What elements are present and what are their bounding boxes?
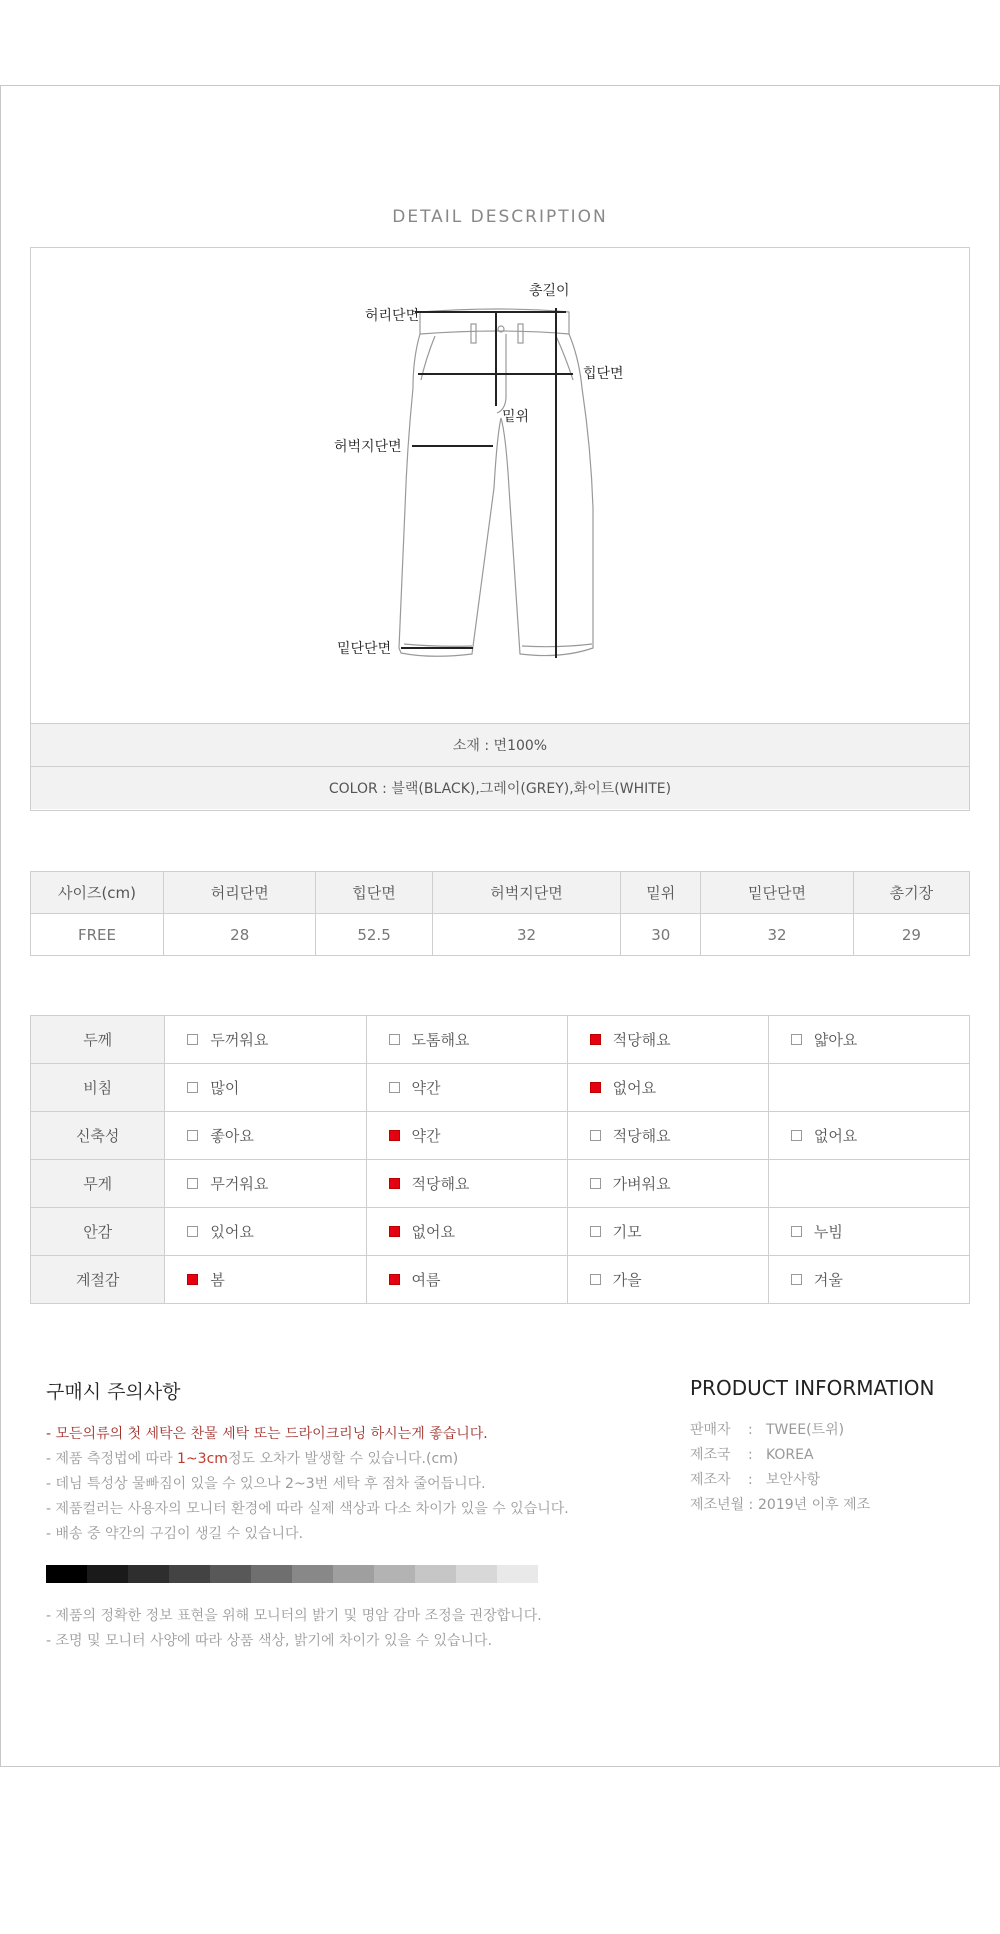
table-row [31, 1208, 970, 1256]
size-cell: 29 [853, 914, 969, 956]
size-cell: 30 [621, 914, 701, 956]
size-header-cell: 밑위 [621, 872, 701, 914]
table-row [31, 1160, 970, 1208]
checked-box-icon [389, 1130, 400, 1141]
gray-swatch [374, 1565, 415, 1583]
size-cell: 32 [432, 914, 621, 956]
purchase-notice-title: 구매시 주의사항 [46, 1381, 181, 1403]
product-info-separator: : [748, 1472, 753, 1488]
checkbox-icon [187, 1082, 198, 1093]
attribute-option-label: 없어요 [612, 1079, 657, 1097]
attribute-option-label: 무거워요 [210, 1175, 269, 1193]
gray-swatch [87, 1565, 128, 1583]
size-cell: 28 [164, 914, 316, 956]
attribute-option-label: 가을 [612, 1271, 642, 1289]
label-rise: 밑위 [502, 409, 530, 425]
belt-loop [471, 324, 476, 343]
attribute-label: 계절감 [31, 1256, 165, 1304]
attribute-option [366, 1256, 567, 1304]
attribute-option [165, 1112, 366, 1160]
checkbox-icon [590, 1226, 601, 1237]
attribute-option [366, 1016, 567, 1064]
checkbox-icon [590, 1178, 601, 1189]
attribute-option [567, 1112, 768, 1160]
belt-loop [518, 324, 523, 343]
left-hem-seam [404, 644, 472, 646]
size-cell: 32 [701, 914, 853, 956]
size-header-cell: 허벅지단면 [432, 872, 621, 914]
table-row [31, 1112, 970, 1160]
checked-box-icon [590, 1034, 601, 1045]
attribute-option-label: 여름 [411, 1271, 441, 1289]
checkbox-icon [187, 1178, 198, 1189]
checkbox-icon [590, 1274, 601, 1285]
checkbox-icon [187, 1226, 198, 1237]
attribute-option-label: 봄 [210, 1271, 225, 1289]
checkbox-icon [791, 1034, 802, 1045]
attribute-option [165, 1160, 366, 1208]
product-info-separator: : [748, 1422, 753, 1438]
attribute-label: 신축성 [31, 1112, 165, 1160]
label-hem: 밑단단면 [337, 641, 392, 657]
attribute-option [366, 1064, 567, 1112]
attribute-option [366, 1112, 567, 1160]
attribute-option [567, 1064, 768, 1112]
attribute-option-label: 적당해요 [612, 1127, 671, 1145]
size-table [30, 871, 970, 956]
product-info-value: KOREA [766, 1447, 814, 1463]
attribute-option-label: 없어요 [813, 1127, 858, 1145]
attribute-option-label: 가벼워요 [612, 1175, 671, 1193]
size-table-header [31, 872, 970, 914]
attribute-label: 비침 [31, 1064, 165, 1112]
table-row [31, 914, 970, 956]
attribute-option [165, 1016, 366, 1064]
size-cell: FREE [31, 914, 164, 956]
monitor-gray-scale [46, 1565, 538, 1583]
product-info-key: 제조국 [690, 1447, 731, 1463]
product-info-key: 판매자 [690, 1422, 731, 1438]
attribute-option [567, 1160, 768, 1208]
product-info-value: 2019년 이후 제조 [758, 1497, 871, 1513]
attribute-option-label: 있어요 [210, 1223, 254, 1241]
product-info-key: 제조자 [690, 1472, 731, 1488]
gray-swatch [415, 1565, 456, 1583]
attribute-option-label: 약간 [411, 1079, 441, 1097]
attribute-option-label: 누빔 [813, 1223, 843, 1241]
list-item-text: - 제품 측정법에 따라 [46, 1451, 178, 1467]
size-header-cell: 허리단면 [164, 872, 316, 914]
checkbox-icon [791, 1274, 802, 1285]
detail-description-box [30, 247, 970, 811]
size-cell: 52.5 [316, 914, 432, 956]
color-text: COLOR : 블랙(BLACK),그레이(GREY),화이트(WHITE) [328, 781, 672, 797]
checked-box-icon [389, 1226, 400, 1237]
right-leg-outline [501, 334, 593, 656]
attribute-option-label: 없어요 [411, 1223, 455, 1241]
attribute-option [768, 1016, 969, 1064]
gray-swatch [251, 1565, 292, 1583]
list-item: - 모든의류의 첫 세탁은 찬물 세탁 또는 드라이크리닝 하시는게 좋습니다. [46, 1426, 488, 1442]
checkbox-icon [791, 1130, 802, 1141]
list-item [46, 1447, 569, 1472]
gray-swatch [210, 1565, 251, 1583]
attribute-option-label: 좋아요 [210, 1127, 254, 1145]
gray-swatch [292, 1565, 333, 1583]
gray-swatch [333, 1565, 374, 1583]
product-info-value: 보안사항 [766, 1472, 821, 1488]
monitor-calibration-notes [46, 1604, 542, 1654]
attribute-option-label: 얇아요 [813, 1031, 858, 1049]
checked-box-icon [389, 1178, 400, 1189]
gray-swatch [456, 1565, 497, 1583]
attribute-label: 무게 [31, 1160, 165, 1208]
table-row [31, 1016, 970, 1064]
attribute-label: 두께 [31, 1016, 165, 1064]
attribute-option [165, 1256, 366, 1304]
checkbox-icon [187, 1130, 198, 1141]
table-row [31, 1256, 970, 1304]
gray-swatch [497, 1565, 538, 1583]
attribute-label: 안감 [31, 1208, 165, 1256]
attribute-option [366, 1160, 567, 1208]
attribute-option-label: 적당해요 [612, 1031, 671, 1049]
attribute-option [567, 1256, 768, 1304]
attribute-option [567, 1208, 768, 1256]
list-item [690, 1443, 870, 1468]
attribute-option [366, 1208, 567, 1256]
material-row [31, 723, 969, 766]
label-hip: 힙단면 [583, 366, 624, 382]
attribute-option-label: 많이 [210, 1079, 240, 1097]
product-info-value: TWEE(트위) [766, 1422, 845, 1438]
attribute-option-label: 기모 [612, 1223, 642, 1241]
pants-measurement-diagram [31, 248, 969, 723]
attribute-option-label: 약간 [411, 1127, 441, 1145]
size-header-cell: 밑단단면 [701, 872, 853, 914]
purchase-notice-list [46, 1422, 569, 1547]
attribute-option [165, 1064, 366, 1112]
list-item: - 조명 및 모니터 사양에 따라 상품 색상, 밝기에 차이가 있을 수 있습니다. [46, 1633, 493, 1649]
attribute-option-label: 겨울 [813, 1271, 843, 1289]
checked-box-icon [187, 1274, 198, 1285]
checkbox-icon [791, 1226, 802, 1237]
size-header-cell: 사이즈(cm) [31, 872, 164, 914]
attribute-option-label: 두꺼워요 [210, 1031, 269, 1049]
label-thigh: 허벅지단면 [334, 439, 402, 455]
table-row [31, 1064, 970, 1112]
product-information-list [690, 1418, 870, 1518]
checked-box-icon [389, 1274, 400, 1285]
attribute-option [768, 1256, 969, 1304]
list-item: - 제품컬러는 사용자의 모니터 환경에 따라 실제 색상과 다소 차이가 있을 수 있습니다. [46, 1501, 569, 1517]
gray-swatch [169, 1565, 210, 1583]
gray-swatch [128, 1565, 169, 1583]
attribute-option-label: 도톰해요 [411, 1031, 470, 1049]
label-waist: 허리단면 [365, 308, 420, 324]
size-header-cell: 힙단면 [316, 872, 432, 914]
checkbox-icon [590, 1130, 601, 1141]
material-text: 소재 : 면100% [452, 738, 548, 754]
color-row [31, 766, 969, 809]
list-item-text: 정도 오차가 발생할 수 있습니다.(cm) [227, 1451, 459, 1467]
checkbox-icon [389, 1082, 400, 1093]
attribute-option [768, 1112, 969, 1160]
size-header-cell: 총기장 [853, 872, 969, 914]
empty-cell [768, 1160, 969, 1208]
attribute-option [567, 1016, 768, 1064]
attribute-option [165, 1208, 366, 1256]
section-title: DETAIL DESCRIPTION [392, 207, 608, 227]
product-info-separator: : [748, 1447, 753, 1463]
list-item: - 데님 특성상 물빠짐이 있을 수 있으나 2~3번 세탁 후 점차 줄어듭니다. [46, 1476, 486, 1492]
left-leg-outline [399, 334, 501, 656]
list-item [690, 1418, 870, 1443]
label-total-length: 총길이 [529, 283, 570, 299]
checked-box-icon [590, 1082, 601, 1093]
product-information-title: PRODUCT INFORMATION [690, 1376, 935, 1400]
product-info-key: 제조년월 : [690, 1497, 754, 1513]
list-item: - 제품의 정확한 정보 표현을 위해 모니터의 밝기 및 명암 감마 조정을 권장합니다. [46, 1608, 542, 1624]
checkbox-icon [187, 1034, 198, 1045]
list-item [690, 1493, 870, 1518]
gray-swatch [46, 1565, 87, 1583]
attribute-option [768, 1208, 969, 1256]
list-item [690, 1468, 870, 1493]
highlight-text: 1~3cm [177, 1451, 228, 1467]
fabric-attributes-table [30, 1015, 970, 1304]
list-item: - 배송 중 약간의 구김이 생길 수 있습니다. [46, 1526, 304, 1542]
attribute-option-label: 적당해요 [411, 1175, 470, 1193]
empty-cell [768, 1064, 969, 1112]
checkbox-icon [389, 1034, 400, 1045]
